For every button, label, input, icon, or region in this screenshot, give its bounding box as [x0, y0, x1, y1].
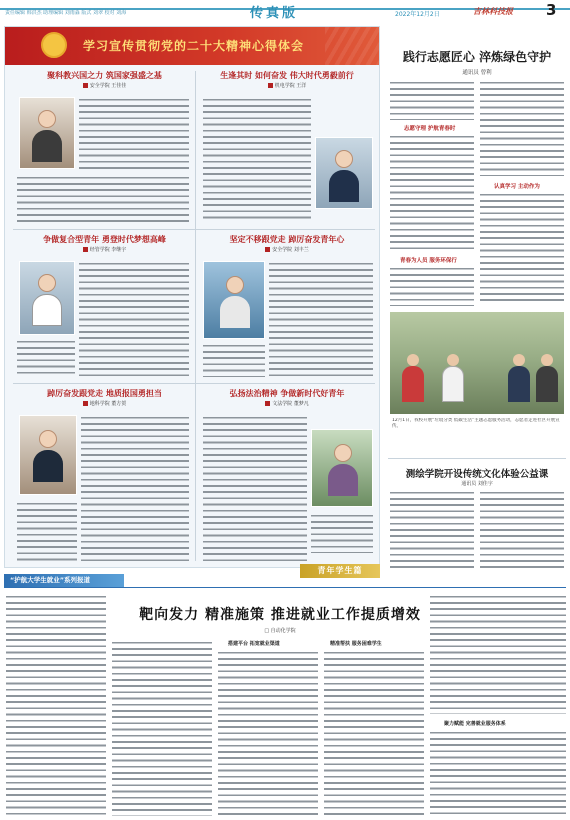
bottom-subhead-2: 精准帮扶 服务困难学生 — [330, 641, 382, 647]
person-silhouette-icon — [335, 150, 353, 168]
youth-badge: 青年学生篇 — [300, 564, 380, 578]
bottom-text-2 — [112, 640, 212, 816]
story-title: 聚科教兴国之力 筑国家强盛之基 — [47, 71, 162, 80]
story-title: 弘扬法治精神 争做新时代好青年 — [229, 389, 345, 398]
bottom-subhead-1: 搭建平台 拓宽就业渠道 — [228, 641, 280, 647]
story-4-photo — [203, 261, 265, 339]
story-5-caption — [17, 501, 77, 561]
right-article-title: 践行志愿匠心 淬炼绿色守护 — [402, 50, 552, 64]
person-silhouette-icon — [334, 444, 352, 462]
story-4 — [201, 235, 373, 253]
right2-text-2 — [480, 490, 564, 568]
story-5-text — [81, 415, 189, 561]
byline-marker-icon — [83, 83, 88, 88]
volunteer-photo-caption: 12月1日，我校开展“垃圾分类 低碳生活”主题志愿服务活动，志愿者走进社区开展宣传。 — [392, 418, 560, 429]
story-6-photo — [311, 429, 373, 507]
series-tab: “护航大学生就业”系列报道 — [4, 574, 124, 587]
story-title: 踔厉奋发跟党走 地质报国勇担当 — [47, 389, 162, 398]
person-silhouette-icon — [38, 110, 56, 128]
story-4-text — [269, 261, 373, 377]
right-subhead-1: 志愿守理 护航青春时 — [404, 126, 456, 132]
right-subhead-2: 青春为人员 服务环保行 — [400, 258, 457, 264]
row-divider — [13, 383, 375, 384]
person-silhouette-icon — [38, 274, 56, 292]
person-silhouette-icon — [39, 430, 57, 448]
story-title: 坚定不移跟党走 踔厉奋发青年心 — [229, 235, 345, 244]
feature-section — [4, 26, 380, 575]
feature-banner — [5, 27, 379, 65]
editor-credits: 责任编辑 韩洪杰 助理编辑 刘雨淼 版式 刘翠 校对 刘海 — [5, 10, 127, 16]
masthead — [0, 0, 570, 22]
row-divider — [388, 458, 566, 459]
bottom-article-title: 靶向发力 精准施策 推进就业工作提质增效 — [139, 607, 421, 623]
right-text-5 — [390, 266, 474, 306]
bottom-article-byline: □ 自动化学院 — [264, 628, 296, 634]
column-divider — [195, 71, 196, 561]
person-silhouette-icon — [513, 354, 525, 366]
bottom-text-3 — [218, 650, 318, 816]
right-article2-byline: 通讯员 刘佳宇 — [461, 481, 493, 487]
newspaper-logo: 吉林科技报 — [473, 6, 513, 16]
right2-text-1 — [390, 490, 474, 568]
story-3-caption — [17, 339, 75, 377]
right-text-3 — [390, 134, 474, 250]
section-title: 传真版 — [250, 6, 299, 21]
byline-marker-icon — [265, 401, 270, 406]
story-5 — [17, 389, 192, 407]
story-byline: 安全学院 刘丰兰 — [272, 247, 309, 253]
byline-marker-icon — [265, 247, 270, 252]
story-byline: 机电学院 王洋 — [274, 83, 307, 89]
story-title: 生逢其时 如何奋发 伟大时代勇毅前行 — [220, 71, 354, 80]
story-1 — [17, 71, 192, 89]
story-byline: 安全学院 王佳佳 — [89, 83, 127, 89]
person-silhouette-icon — [226, 276, 244, 294]
right-text-2 — [480, 80, 564, 176]
story-2-text — [203, 97, 311, 221]
bottom-text-6 — [430, 730, 566, 816]
story-title: 争做复合型青年 勇登时代梦想高峰 — [43, 235, 166, 244]
row-divider — [13, 229, 375, 230]
story-1-photo — [19, 97, 75, 169]
bottom-text-4 — [324, 650, 424, 816]
right-subhead-3: 认真学习 主动作为 — [494, 184, 540, 190]
series-rule — [4, 587, 566, 588]
page-number: 3 — [546, 1, 557, 19]
byline-marker-icon — [83, 247, 88, 252]
story-1-text-cont — [17, 175, 189, 223]
volunteer-photo — [390, 312, 564, 414]
story-6 — [201, 389, 373, 407]
person-silhouette-icon — [447, 354, 459, 366]
story-6-caption — [311, 513, 373, 553]
byline-marker-icon — [268, 83, 273, 88]
right-text-4 — [480, 192, 564, 304]
story-6-text — [203, 415, 307, 561]
story-byline: 地科学院 董方贺 — [89, 401, 127, 407]
flag-decoration-icon — [325, 27, 379, 65]
story-3-photo — [19, 261, 75, 335]
issue-date: 2022年12月2日 — [395, 11, 440, 18]
byline-marker-icon — [83, 401, 88, 406]
right-article2-title: 测绘学院开设传统文化体验公益课 — [405, 469, 549, 480]
story-4-caption — [203, 343, 265, 377]
story-2-photo — [315, 137, 373, 209]
bottom-text-1 — [6, 594, 106, 816]
story-byline: 文法学院 董梦凡 — [272, 401, 309, 407]
story-5-photo — [19, 415, 77, 495]
person-silhouette-icon — [407, 354, 419, 366]
right-text-1 — [390, 80, 474, 120]
story-byline: 经管学院 李继宇 — [89, 247, 127, 253]
story-1-text — [79, 97, 189, 173]
right-article-byline: 通讯员 曾利 — [462, 70, 492, 76]
story-3 — [17, 235, 192, 253]
feature-banner-title: 学习宣传贯彻党的二十大精神心得体会 — [83, 39, 305, 53]
person-silhouette-icon — [541, 354, 553, 366]
party-emblem-icon — [41, 32, 67, 58]
bottom-subhead-3: 聚力赋能 完善就业服务体系 — [444, 721, 506, 727]
story-2 — [201, 71, 373, 89]
story-3-text — [79, 261, 189, 377]
bottom-text-5 — [430, 594, 566, 714]
